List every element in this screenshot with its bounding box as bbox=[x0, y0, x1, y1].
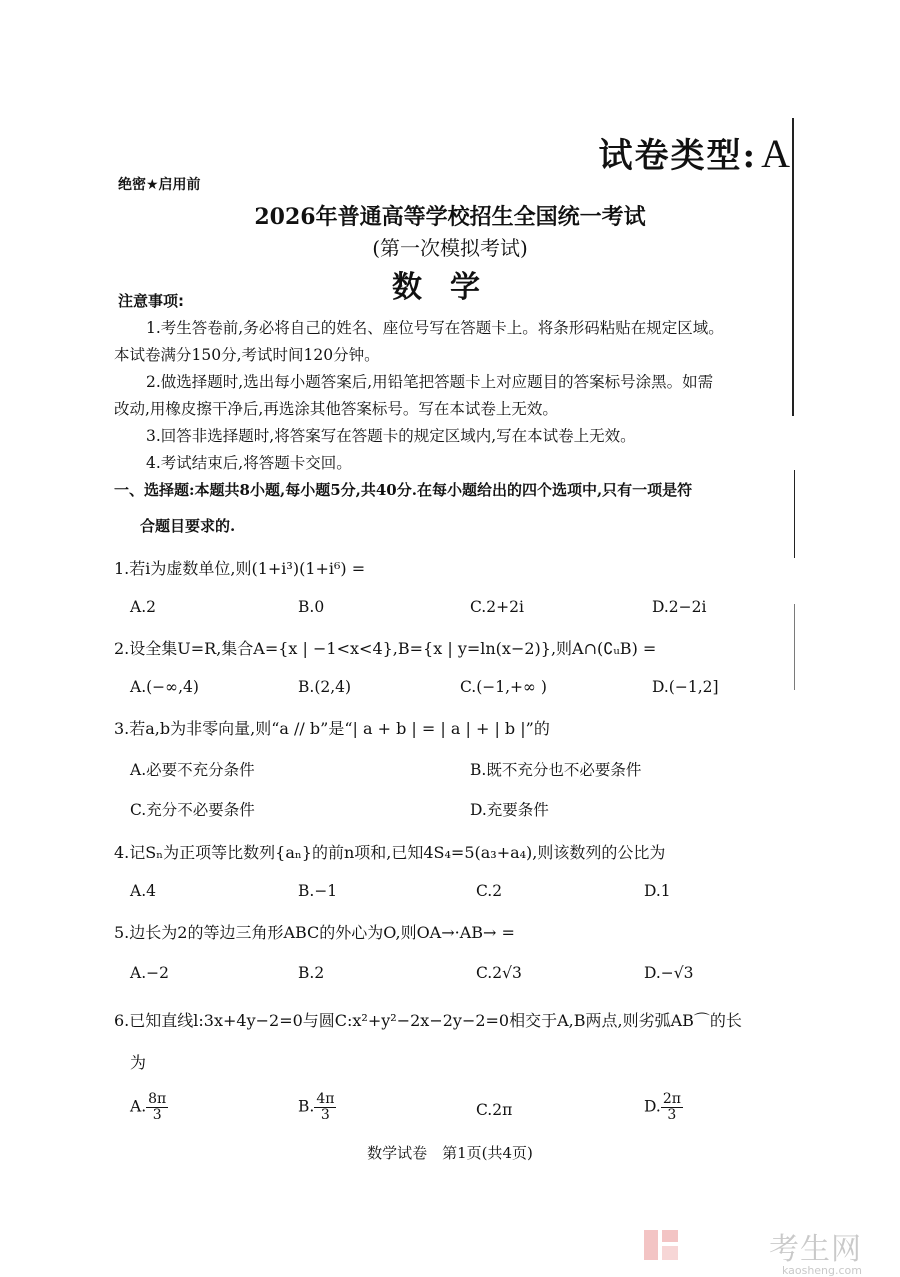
watermark-text: 考生网 bbox=[769, 1232, 862, 1267]
option-b: B.2 bbox=[298, 964, 325, 982]
subject-title: 数学 bbox=[392, 270, 508, 305]
numerator: 4π bbox=[316, 1091, 335, 1107]
option-d: D.充要条件 bbox=[470, 801, 549, 819]
option-b: B.0 bbox=[298, 598, 325, 616]
option-c: C.2π bbox=[476, 1101, 513, 1119]
question-stem: 3.若a,b为非零向量,则“a // b”是“| a + b | = | a | + | b |”的 bbox=[114, 719, 550, 738]
numerator: 8π bbox=[148, 1091, 167, 1107]
question-stem: 6.已知直线l:3x+4y−2=0与圆C:x²+y²−2x−2y−2=0相交于A,B两点,则劣弧AB⌒的长 bbox=[114, 1011, 742, 1030]
question-stem: 5.边长为2的等边三角形ABC的外心为O,则OA→·AB→ = bbox=[114, 923, 515, 942]
exam-subtitle: (第一次模拟考试) bbox=[372, 236, 528, 260]
option-a: A.必要不充分条件 bbox=[130, 761, 255, 779]
paper-type bbox=[599, 128, 792, 177]
option-d: D.2−2i bbox=[652, 598, 707, 616]
question-stem: 4.记Sₙ为正项等比数列{aₙ}的前n项和,已知4S₄=5(a₃+a₄),则该数列的公比为 bbox=[114, 843, 666, 862]
note-line: 本试卷满分150分,考试时间120分钟。 bbox=[114, 346, 380, 364]
option-a bbox=[130, 1092, 168, 1123]
fraction bbox=[146, 1092, 168, 1123]
right-margin-line bbox=[794, 470, 795, 558]
option-c: C.2 bbox=[476, 882, 503, 900]
option-a: A.4 bbox=[130, 882, 156, 900]
option-c: C.2√3 bbox=[476, 964, 522, 982]
note-line: 3.回答非选择题时,将答案写在答题卡的规定区域内,写在本试卷上无效。 bbox=[146, 427, 636, 445]
option-a: A.(−∞,4) bbox=[130, 678, 199, 696]
option-c: C.(−1,+∞ ) bbox=[460, 678, 547, 696]
denominator: 3 bbox=[320, 1107, 330, 1123]
option-label: B. bbox=[298, 1097, 315, 1116]
right-margin-line bbox=[794, 604, 795, 690]
paper-type-label: 试卷类型: bbox=[598, 136, 758, 176]
option-a: A.−2 bbox=[130, 964, 169, 982]
denominator: 3 bbox=[152, 1107, 162, 1123]
watermark-url: kaosheng.com bbox=[781, 1264, 862, 1277]
note-line: 改动,用橡皮擦干净后,再选涂其他答案标号。写在本试卷上无效。 bbox=[114, 400, 558, 418]
option-b: B.既不充分也不必要条件 bbox=[470, 761, 642, 779]
note-line: 1.考生答卷前,务必将自己的姓名、座位号写在答题卡上。将条形码粘贴在规定区域。 bbox=[146, 319, 724, 337]
fraction bbox=[661, 1092, 683, 1123]
watermark-logo-icon bbox=[642, 1226, 682, 1264]
option-b bbox=[298, 1092, 336, 1123]
option-label: D. bbox=[644, 1097, 661, 1116]
option-c: C.2+2i bbox=[470, 598, 524, 616]
watermark bbox=[769, 1224, 862, 1277]
page-footer: 数学试卷 第1页(共4页) bbox=[367, 1144, 533, 1162]
section-heading: 一、选择题:本题共8小题,每小题5分,共40分.在每小题给出的四个选项中,只有一项是符 bbox=[114, 481, 693, 499]
note-line: 2.做选择题时,选出每小题答案后,用铅笔把答题卡上对应题目的答案标号涂黑。如需 bbox=[146, 373, 714, 391]
option-b: B.(2,4) bbox=[298, 678, 352, 696]
option-c: C.充分不必要条件 bbox=[130, 801, 255, 819]
option-b: B.−1 bbox=[298, 882, 338, 900]
note-line: 4.考试结束后,将答题卡交回。 bbox=[146, 454, 352, 472]
option-d: D.−√3 bbox=[644, 964, 694, 982]
section-heading-cont: 合题目要求的. bbox=[140, 517, 236, 535]
option-label: A. bbox=[130, 1097, 147, 1116]
option-d: D.(−1,2] bbox=[652, 678, 719, 696]
notes-heading: 注意事项: bbox=[118, 292, 184, 310]
secret-label: 绝密★启用前 bbox=[118, 177, 201, 193]
question-stem: 1.若i为虚数单位,则(1+i³)(1+i⁶) = bbox=[114, 559, 366, 578]
option-a: A.2 bbox=[130, 598, 156, 616]
numerator: 2π bbox=[662, 1091, 681, 1107]
exam-title: 2026年普通高等学校招生全国统一考试 bbox=[254, 204, 646, 230]
paper-type-letter: A bbox=[761, 131, 792, 176]
denominator: 3 bbox=[667, 1107, 677, 1123]
option-d bbox=[644, 1092, 683, 1123]
question-stem-cont: 为 bbox=[130, 1053, 147, 1072]
option-d: D.1 bbox=[644, 882, 671, 900]
fraction bbox=[314, 1092, 336, 1123]
question-stem: 2.设全集U=R,集合A={x | −1<x<4},B={x | y=ln(x−2)},则A∩(∁ᵤB) = bbox=[114, 639, 657, 658]
